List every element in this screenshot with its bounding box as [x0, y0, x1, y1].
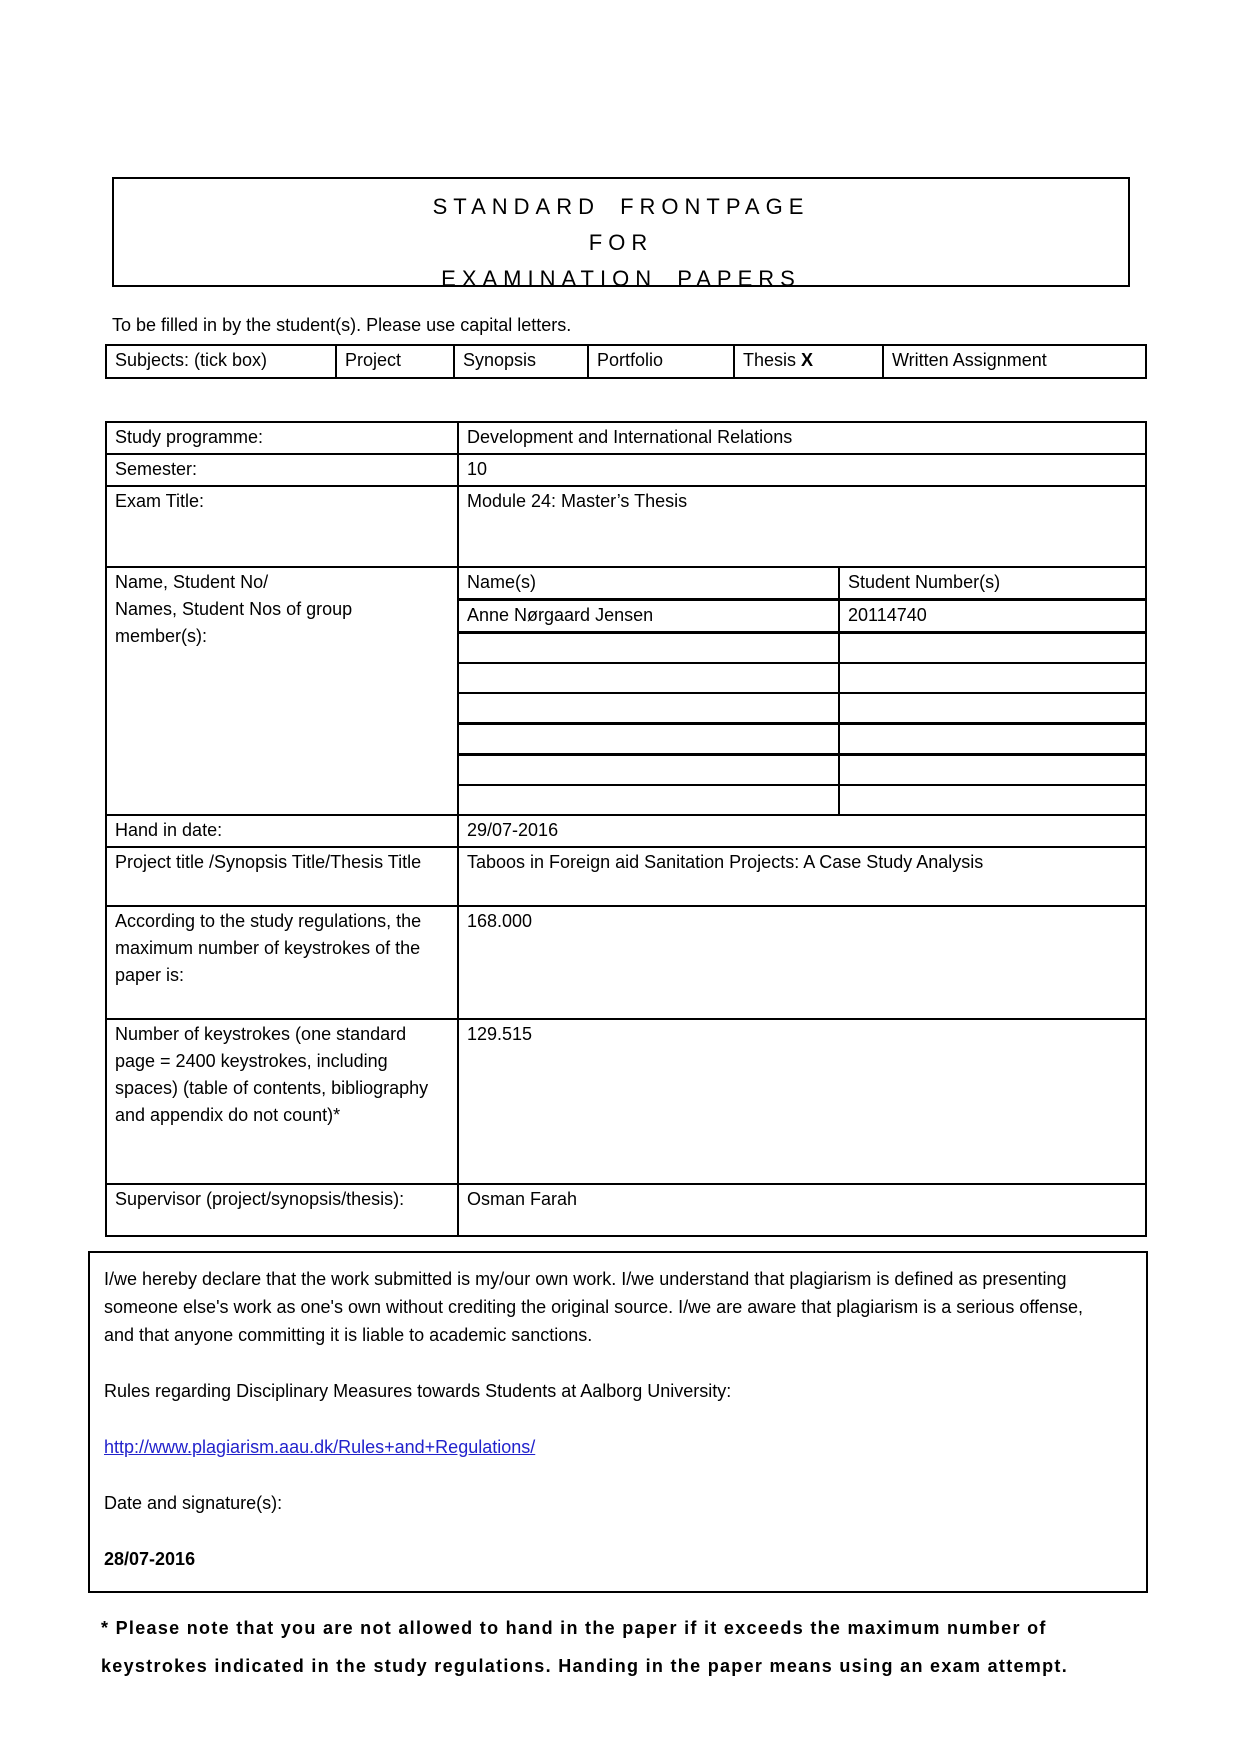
intro-text: To be filled in by the student(s). Please use capital letters.	[112, 315, 572, 335]
subject-option-thesis	[734, 345, 883, 378]
declaration-paragraph: I/we hereby declare that the work submitted is my/our own work. I/we understand that plagiarism is defined as presenting someone else's work as one's own without crediting the original source. I/we are aware that plagiarism is a serious offense, and that anyone committing it is liable to academic sanctions.	[104, 1269, 1084, 1345]
study-programme-value: Development and International Relations	[458, 422, 1146, 454]
page-title-line-2: FOR	[588, 230, 654, 255]
empty-number-cell	[839, 785, 1146, 815]
row-semester	[106, 454, 1146, 486]
study-programme-label: Study programme:	[106, 422, 458, 454]
subjects-row	[106, 345, 1146, 378]
empty-name-cell	[458, 633, 839, 664]
page-title-line-1: STANDARD FRONTPAGE	[432, 194, 810, 219]
names-column-header: Name(s)	[458, 567, 839, 600]
student-name-value: Anne Nørgaard Jensen	[458, 600, 839, 633]
subjects-table	[105, 344, 1147, 379]
semester-value: 10	[458, 454, 1146, 486]
supervisor-label: Supervisor (project/synopsis/thesis):	[106, 1184, 458, 1236]
supervisor-value: Osman Farah	[458, 1184, 1146, 1236]
exam-title-label: Exam Title:	[106, 486, 458, 567]
project-title-label: Project title /Synopsis Title/Thesis Title	[106, 847, 458, 906]
plagiarism-declaration-box	[88, 1251, 1148, 1593]
row-num-keystrokes	[106, 1019, 1146, 1184]
max-keystrokes-value: 168.000	[458, 906, 1146, 1019]
subject-label: Written Assignment	[892, 350, 1047, 370]
empty-number-cell	[839, 755, 1146, 786]
empty-number-cell	[839, 633, 1146, 664]
empty-number-cell	[839, 693, 1146, 724]
keystrokes-footnote: * Please note that you are not allowed to hand in the paper if it exceeds the maximum number of keystrokes indicated in the study regulations. Handing in the paper means using an exam attempt.	[101, 1618, 1068, 1676]
empty-number-cell	[839, 663, 1146, 693]
subjects-header-cell: Subjects: (tick box)	[106, 345, 336, 378]
semester-label: Semester:	[106, 454, 458, 486]
row-exam-title	[106, 486, 1146, 567]
num-keystrokes-label: Number of keystrokes (one standard page = 2400 keystrokes, including spaces) (table of contents, bibliography and appendix do not count)*	[106, 1019, 458, 1184]
row-supervisor	[106, 1184, 1146, 1236]
tick-mark-thesis: X	[801, 350, 814, 370]
page-title-line-3: EXAMINATION PAPERS	[441, 266, 801, 291]
signature-date-value: 28/07-2016	[104, 1549, 196, 1569]
rules-regulations-link[interactable]: http://www.plagiarism.aau.dk/Rules+and+Regulations/	[104, 1437, 536, 1457]
row-project-title	[106, 847, 1146, 906]
declaration-rules-line: Rules regarding Disciplinary Measures towards Students at Aalborg University:	[104, 1381, 732, 1401]
row-names-header	[106, 567, 1146, 600]
empty-number-cell	[839, 724, 1146, 755]
exam-title-value: Module 24: Master’s Thesis	[458, 486, 1146, 567]
subject-option-synopsis	[454, 345, 588, 378]
num-keystrokes-value: 129.515	[458, 1019, 1146, 1184]
subject-label: Portfolio	[597, 350, 664, 370]
exam-details-table	[105, 421, 1147, 1237]
subject-option-portfolio	[588, 345, 734, 378]
subject-label: Project	[345, 350, 402, 370]
subject-label: Thesis	[743, 350, 797, 370]
empty-name-cell	[458, 755, 839, 786]
max-keystrokes-label: According to the study regulations, the maximum number of keystrokes of the paper is:	[106, 906, 458, 1019]
empty-name-cell	[458, 663, 839, 693]
names-label-line-2: Names, Student Nos of group member(s):	[115, 599, 353, 646]
date-signature-label: Date and signature(s):	[104, 1493, 283, 1513]
student-number-column-header: Student Number(s)	[839, 567, 1146, 600]
hand-in-date-value: 29/07-2016	[458, 815, 1146, 847]
title-box	[112, 177, 1130, 291]
row-max-keystrokes	[106, 906, 1146, 1019]
empty-name-cell	[458, 724, 839, 755]
names-section-label	[106, 567, 458, 815]
subject-label: Synopsis	[463, 350, 537, 370]
document-page	[101, 0, 1145, 1685]
empty-name-cell	[458, 785, 839, 815]
subject-option-project	[336, 345, 454, 378]
empty-name-cell	[458, 693, 839, 724]
subject-option-written-assignment	[883, 345, 1146, 378]
names-label-line-1: Name, Student No/	[115, 572, 269, 592]
student-number-value: 20114740	[839, 600, 1146, 633]
project-title-value: Taboos in Foreign aid Sanitation Projects: A Case Study Analysis	[458, 847, 1146, 906]
row-study-programme	[106, 422, 1146, 454]
hand-in-date-label: Hand in date:	[106, 815, 458, 847]
row-hand-in-date	[106, 815, 1146, 847]
